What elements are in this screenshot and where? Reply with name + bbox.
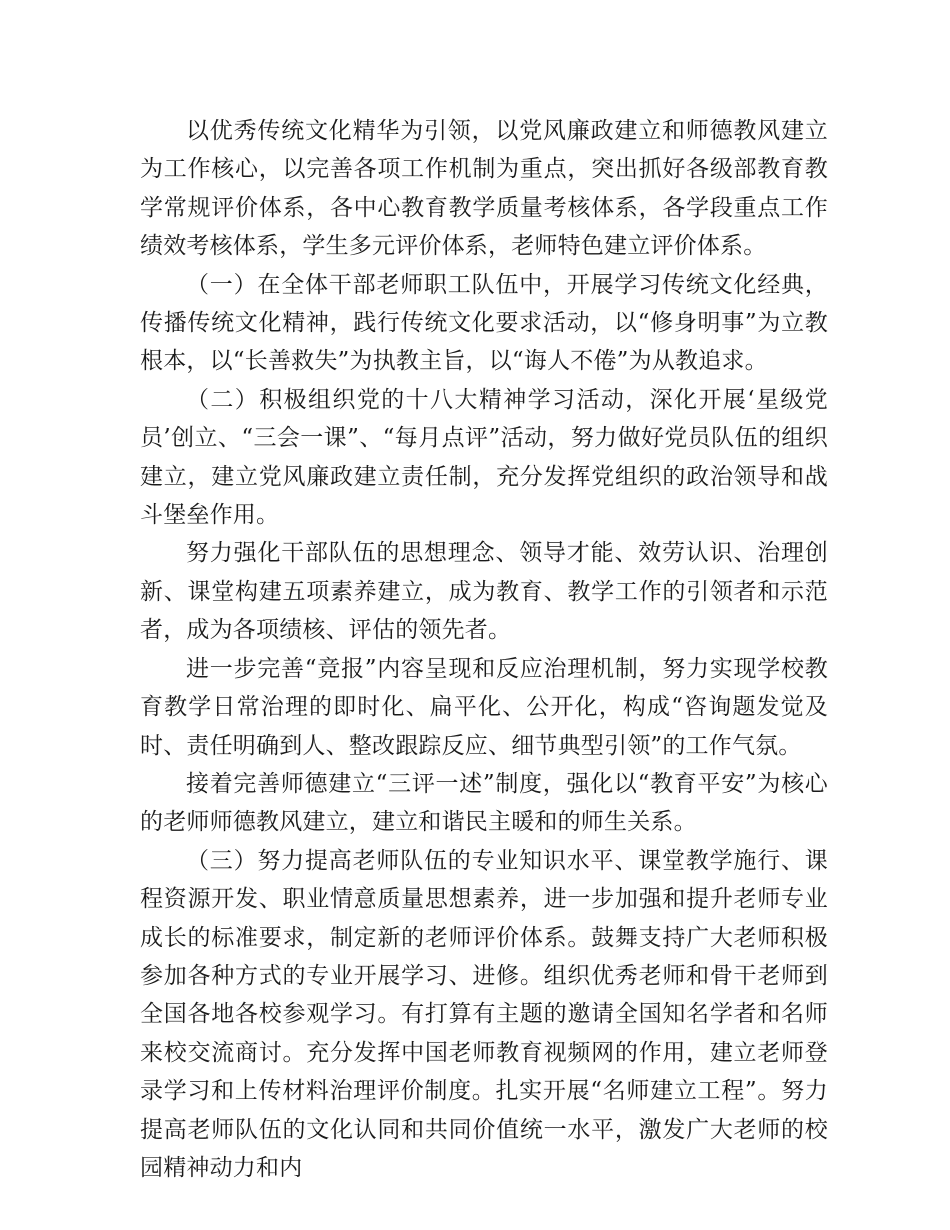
paragraph-intro: 以优秀传统文化精华为引领，以党风廉政建立和师德教风建立为工作核心，以完善各项工作机制为重点，突出抓好各级部教育教学常规评价体系，各中心教育教学质量考核体系，各学段重点工作绩效考核体系，学生多元评价体系，老师特色建立评价体系。 — [140, 118, 828, 260]
paragraph-cadre-quality: 努力强化干部队伍的思想理念、领导才能、效劳认识、治理创新、课堂构建五项素养建立，成为教育、教学工作的引领者和示范者，成为各项绩核、评估的领先者。 — [140, 540, 828, 644]
paragraph-ethics-system: 接着完善师德建立“三评一述”制度，强化以“教育平安”为核心的老师师德教风建立，建立和谐民主暖和的师生关系。 — [140, 770, 828, 836]
paragraph-item-3: （三）努力提高老师队伍的专业知识水平、课堂教学施行、课程资源开发、职业情意质量思想素养，进一步加强和提升老师专业成长的标准要求，制定新的老师评价体系。鼓舞支持广大老师积极参加各种方式的专业开展学习、进修。组织优秀老师和骨干老师到全国各地各校参观学习。有打算有主题的邀请全国知名学者和名师来校交流商讨。充分发挥中国老师教育视频网的作用，建立老师登录学习和上传材料治理评价制度。扎实开展“名师建立工程”。努力提高老师队伍的文化认同和共同价值统一水平，激发广大老师的校园精神动力和内 — [140, 847, 828, 1181]
paragraph-item-2: （二）积极组织党的十八大精神学习活动，深化开展‘星级党员’创立、“三会一课”、“每月点评”活动，努力做好党员队伍的组织建立，建立党风廉政建立责任制，充分发挥党组织的政治领导和战斗堡垒作用。 — [140, 386, 828, 529]
paragraph-feedback-mechanism: 进一步完善“竞报”内容呈现和反应治理机制，努力实现学校教育教学日常治理的即时化、扁平化、公开化，构成“咨询题发觉及时、责任明确到人、整改跟踪反应、细节典型引领”的工作气氛。 — [140, 655, 828, 759]
document-body — [140, 112, 828, 1187]
paragraph-item-1: （一）在全体干部老师职工队伍中，开展学习传统文化经典，传播传统文化精神，践行传统文化要求活动，以“修身明事”为立教根本，以“长善救失”为执教主旨，以“诲人不倦”为从教追求。 — [140, 271, 828, 375]
